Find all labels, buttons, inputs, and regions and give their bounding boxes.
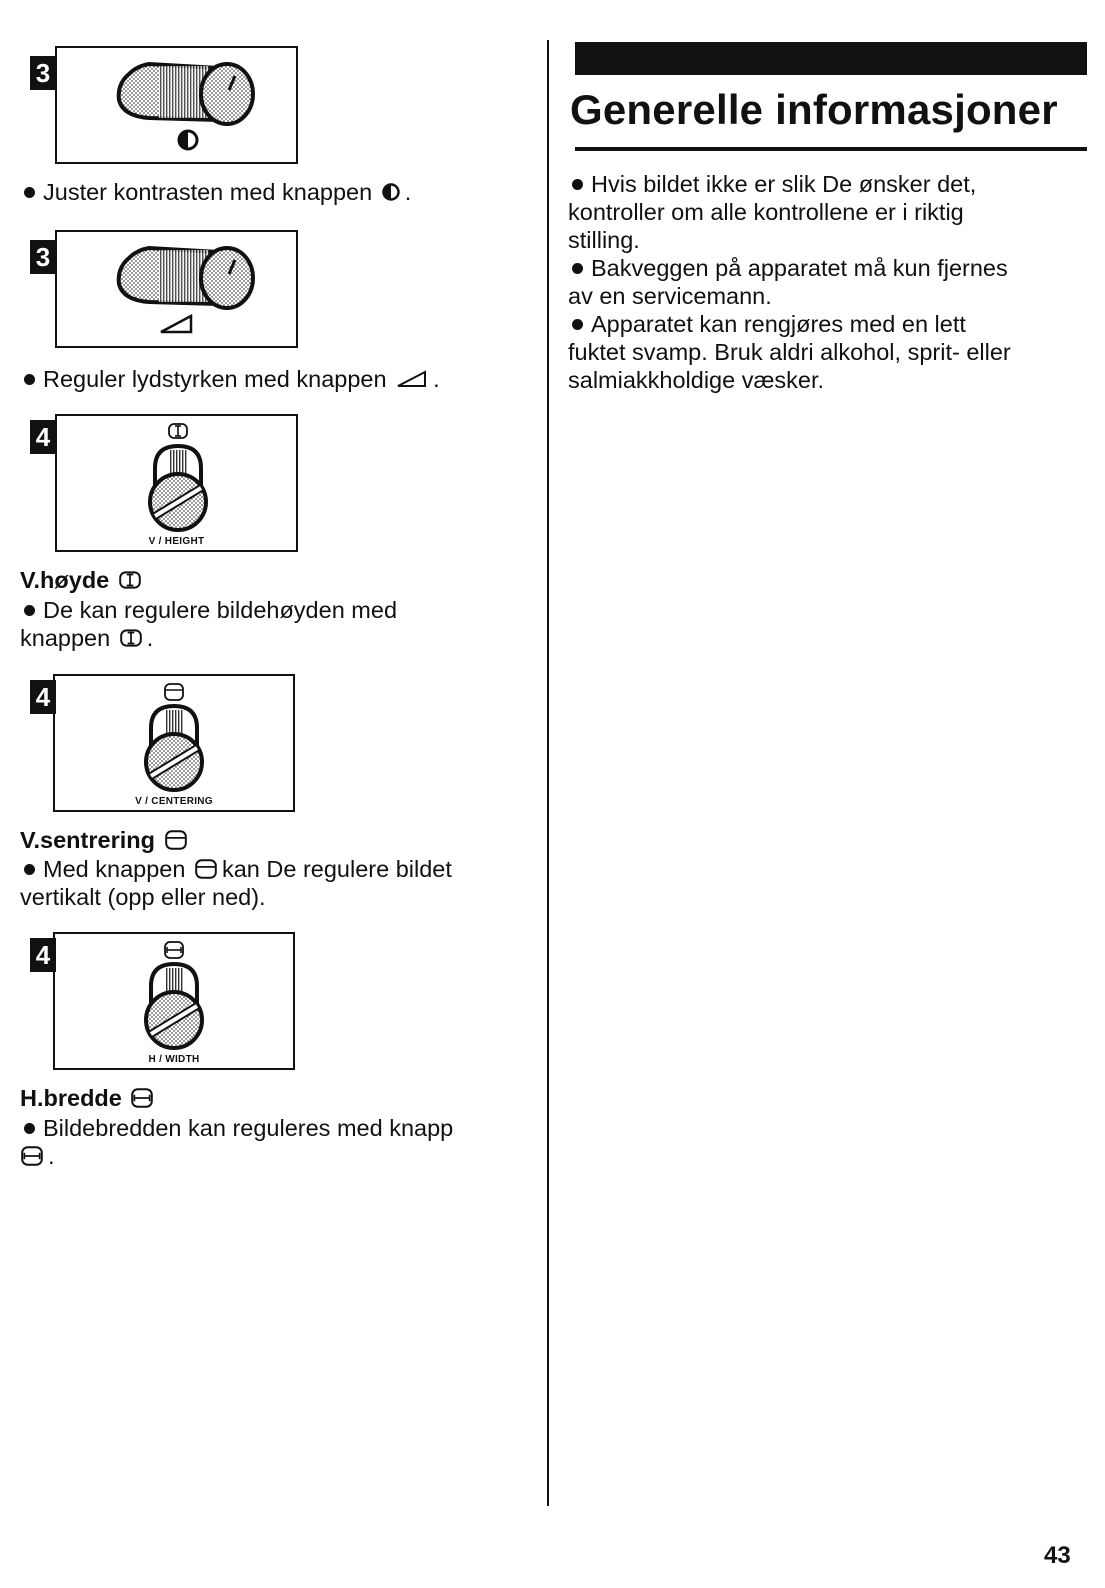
width-heading bbox=[20, 1084, 158, 1112]
volume-instruction bbox=[20, 365, 520, 393]
bullet-icon bbox=[24, 187, 35, 198]
width-symbol-icon bbox=[20, 1145, 44, 1167]
knob-label: V / HEIGHT bbox=[148, 536, 205, 547]
volume-control-illustration bbox=[55, 230, 298, 348]
width-symbol-icon bbox=[130, 1087, 154, 1109]
centering-heading bbox=[20, 826, 192, 854]
info-p3-line2: fuktet svamp. Bruk aldri alkohol, sprit- eller bbox=[568, 339, 1011, 365]
contrast-text: Juster kontrasten med knappen bbox=[43, 179, 373, 205]
contrast-symbol-icon bbox=[176, 128, 200, 152]
height-end: . bbox=[146, 625, 154, 651]
height-heading bbox=[20, 566, 146, 594]
height-text-line2: knappen bbox=[20, 625, 111, 651]
width-end: . bbox=[48, 1143, 55, 1169]
centering-symbol-icon bbox=[163, 682, 185, 702]
contrast-instruction bbox=[20, 178, 520, 206]
centering-text-b: kan De regulere bildet bbox=[221, 856, 452, 882]
centering-text-a: Med knappen bbox=[43, 856, 186, 882]
info-p2-line2: av en servicemann. bbox=[568, 283, 772, 309]
general-info-text bbox=[568, 170, 1088, 394]
volume-end: . bbox=[433, 366, 440, 392]
info-p1-line1: Hvis bildet ikke er slik De ønsker det, bbox=[591, 171, 977, 197]
column-divider bbox=[547, 40, 549, 1506]
info-p1-line2: kontroller om alle kontrollene er i riktig bbox=[568, 199, 964, 225]
height-symbol-icon bbox=[118, 570, 142, 590]
step-badge: 4 bbox=[30, 420, 56, 454]
bullet-icon bbox=[24, 374, 35, 385]
centering-instruction bbox=[20, 855, 530, 911]
height-text-line1: De kan regulere bildehøyden med bbox=[43, 597, 398, 623]
bullet-icon bbox=[24, 1123, 35, 1134]
knob-label: V / CENTERING bbox=[135, 796, 213, 807]
contrast-symbol-icon bbox=[381, 182, 401, 202]
info-p3-line1: Apparatet kan rengjøres med en lett bbox=[591, 311, 966, 337]
contrast-end: . bbox=[404, 179, 412, 205]
page-number: 43 bbox=[1044, 1542, 1071, 1569]
bullet-icon bbox=[24, 864, 35, 875]
step-badge: 3 bbox=[30, 240, 56, 274]
bullet-icon bbox=[24, 605, 35, 616]
step-badge: 4 bbox=[30, 938, 56, 972]
bullet-icon bbox=[572, 263, 583, 274]
contrast-control-illustration bbox=[55, 46, 298, 164]
knob-label: H / WIDTH bbox=[148, 1054, 200, 1065]
bullet-icon bbox=[572, 319, 583, 330]
width-symbol-icon bbox=[163, 940, 185, 960]
width-instruction bbox=[20, 1114, 530, 1170]
height-symbol-icon bbox=[119, 628, 143, 648]
centering-symbol-icon bbox=[194, 858, 218, 880]
section-title: Generelle informasjoner bbox=[570, 86, 1058, 133]
trimmer-knob-icon bbox=[139, 960, 209, 1052]
trimmer-knob-icon bbox=[139, 702, 209, 794]
info-p1-line3: stilling. bbox=[568, 227, 640, 253]
centering-text-line2: vertikalt (opp eller ned). bbox=[20, 884, 266, 911]
info-p2-line1: Bakveggen på apparatet må kun fjernes bbox=[591, 255, 1008, 281]
volume-symbol-icon bbox=[395, 370, 429, 388]
height-instruction bbox=[20, 596, 520, 652]
step-badge: 4 bbox=[30, 680, 56, 714]
centering-symbol-icon bbox=[164, 829, 188, 851]
rotary-knob-icon bbox=[109, 54, 259, 136]
width-heading-text: H.bredde bbox=[20, 1085, 122, 1111]
height-control-illustration bbox=[55, 414, 298, 552]
width-control-illustration bbox=[53, 932, 295, 1070]
section-header-bar bbox=[575, 42, 1087, 75]
volume-symbol-icon bbox=[157, 312, 197, 336]
step-badge: 3 bbox=[30, 56, 56, 90]
bullet-icon bbox=[572, 179, 583, 190]
width-text-line1: Bildebredden kan reguleres med knapp bbox=[43, 1115, 454, 1141]
section-rule bbox=[575, 147, 1087, 151]
trimmer-knob-icon bbox=[143, 442, 213, 534]
volume-text: Reguler lydstyrken med knappen bbox=[43, 366, 387, 392]
rotary-knob-icon bbox=[109, 238, 259, 320]
height-heading-text: V.høyde bbox=[20, 567, 110, 593]
centering-control-illustration bbox=[53, 674, 295, 812]
height-symbol-icon bbox=[167, 422, 189, 440]
centering-heading-text: V.sentrering bbox=[20, 827, 155, 853]
info-p3-line3: salmiakkholdige væsker. bbox=[568, 367, 824, 393]
